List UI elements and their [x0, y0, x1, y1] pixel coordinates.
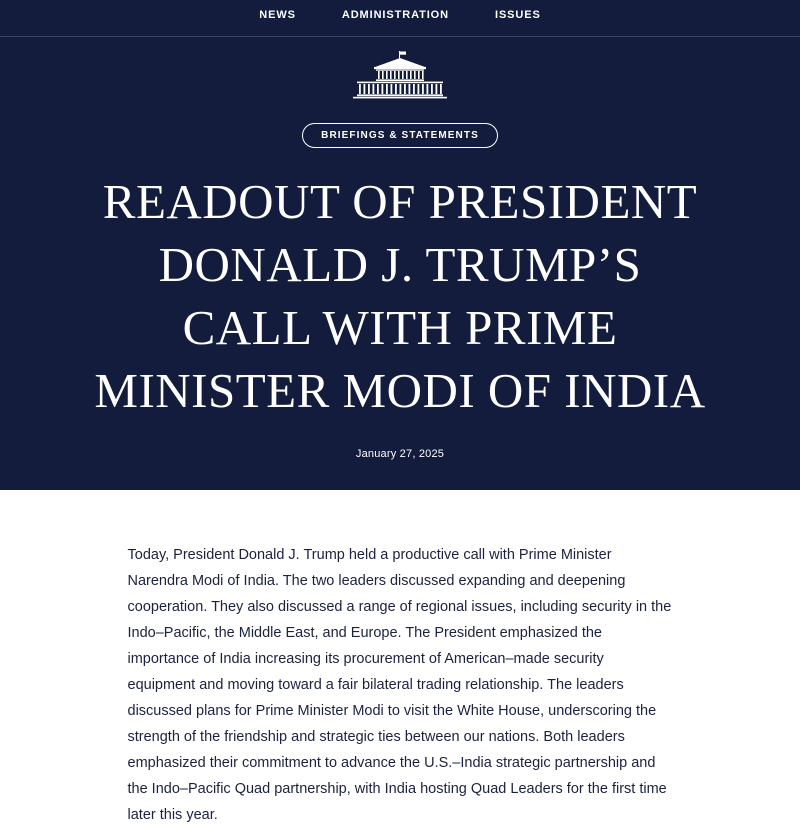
badge-container — [0, 123, 800, 148]
nav-item-news[interactable]: NEWS — [259, 9, 296, 21]
page-title: READOUT OF PRESIDENT DONALD J. TRUMP’S CALL WITH PRIME MINISTER MODI OF INDIA — [94, 174, 706, 418]
seal-container — [0, 51, 800, 103]
nav-divider — [0, 36, 800, 37]
article-paragraph: Today, President Donald J. Trump held a productive call with Prime Minister Narendra Modi of India. The two leaders discussed expanding and deepening cooperation. They also discussed a range of regional issues, including security in the Indo–Pacific, the Middle East, and Europe. The President emphasized the importance of India increasing its procurement of American–made security equipment and moving toward a fair bilateral trading relationship. The leaders discussed plans for Prime Minister Modi to visit the White House, underscoring the strength of the friendship and strategic ties between our nations. Both leaders emphasized their commitment to advance the U.S.–India strategic partnership and the Indo–Pacific Quad partnership, with India hosting Quad Leaders for the first time later this year. — [127, 547, 672, 823]
white-house-seal-icon — [341, 51, 459, 103]
nav-item-administration[interactable]: ADMINISTRATION — [341, 9, 449, 21]
category-badge[interactable]: BRIEFINGS & STATEMENTS — [302, 123, 498, 148]
article-body-container — [128, 542, 673, 828]
nav-item-issues[interactable]: ISSUES — [494, 9, 541, 21]
primary-navigation — [0, 0, 800, 28]
article-section — [0, 490, 800, 828]
publish-date: January 27, 2025 — [355, 448, 445, 460]
